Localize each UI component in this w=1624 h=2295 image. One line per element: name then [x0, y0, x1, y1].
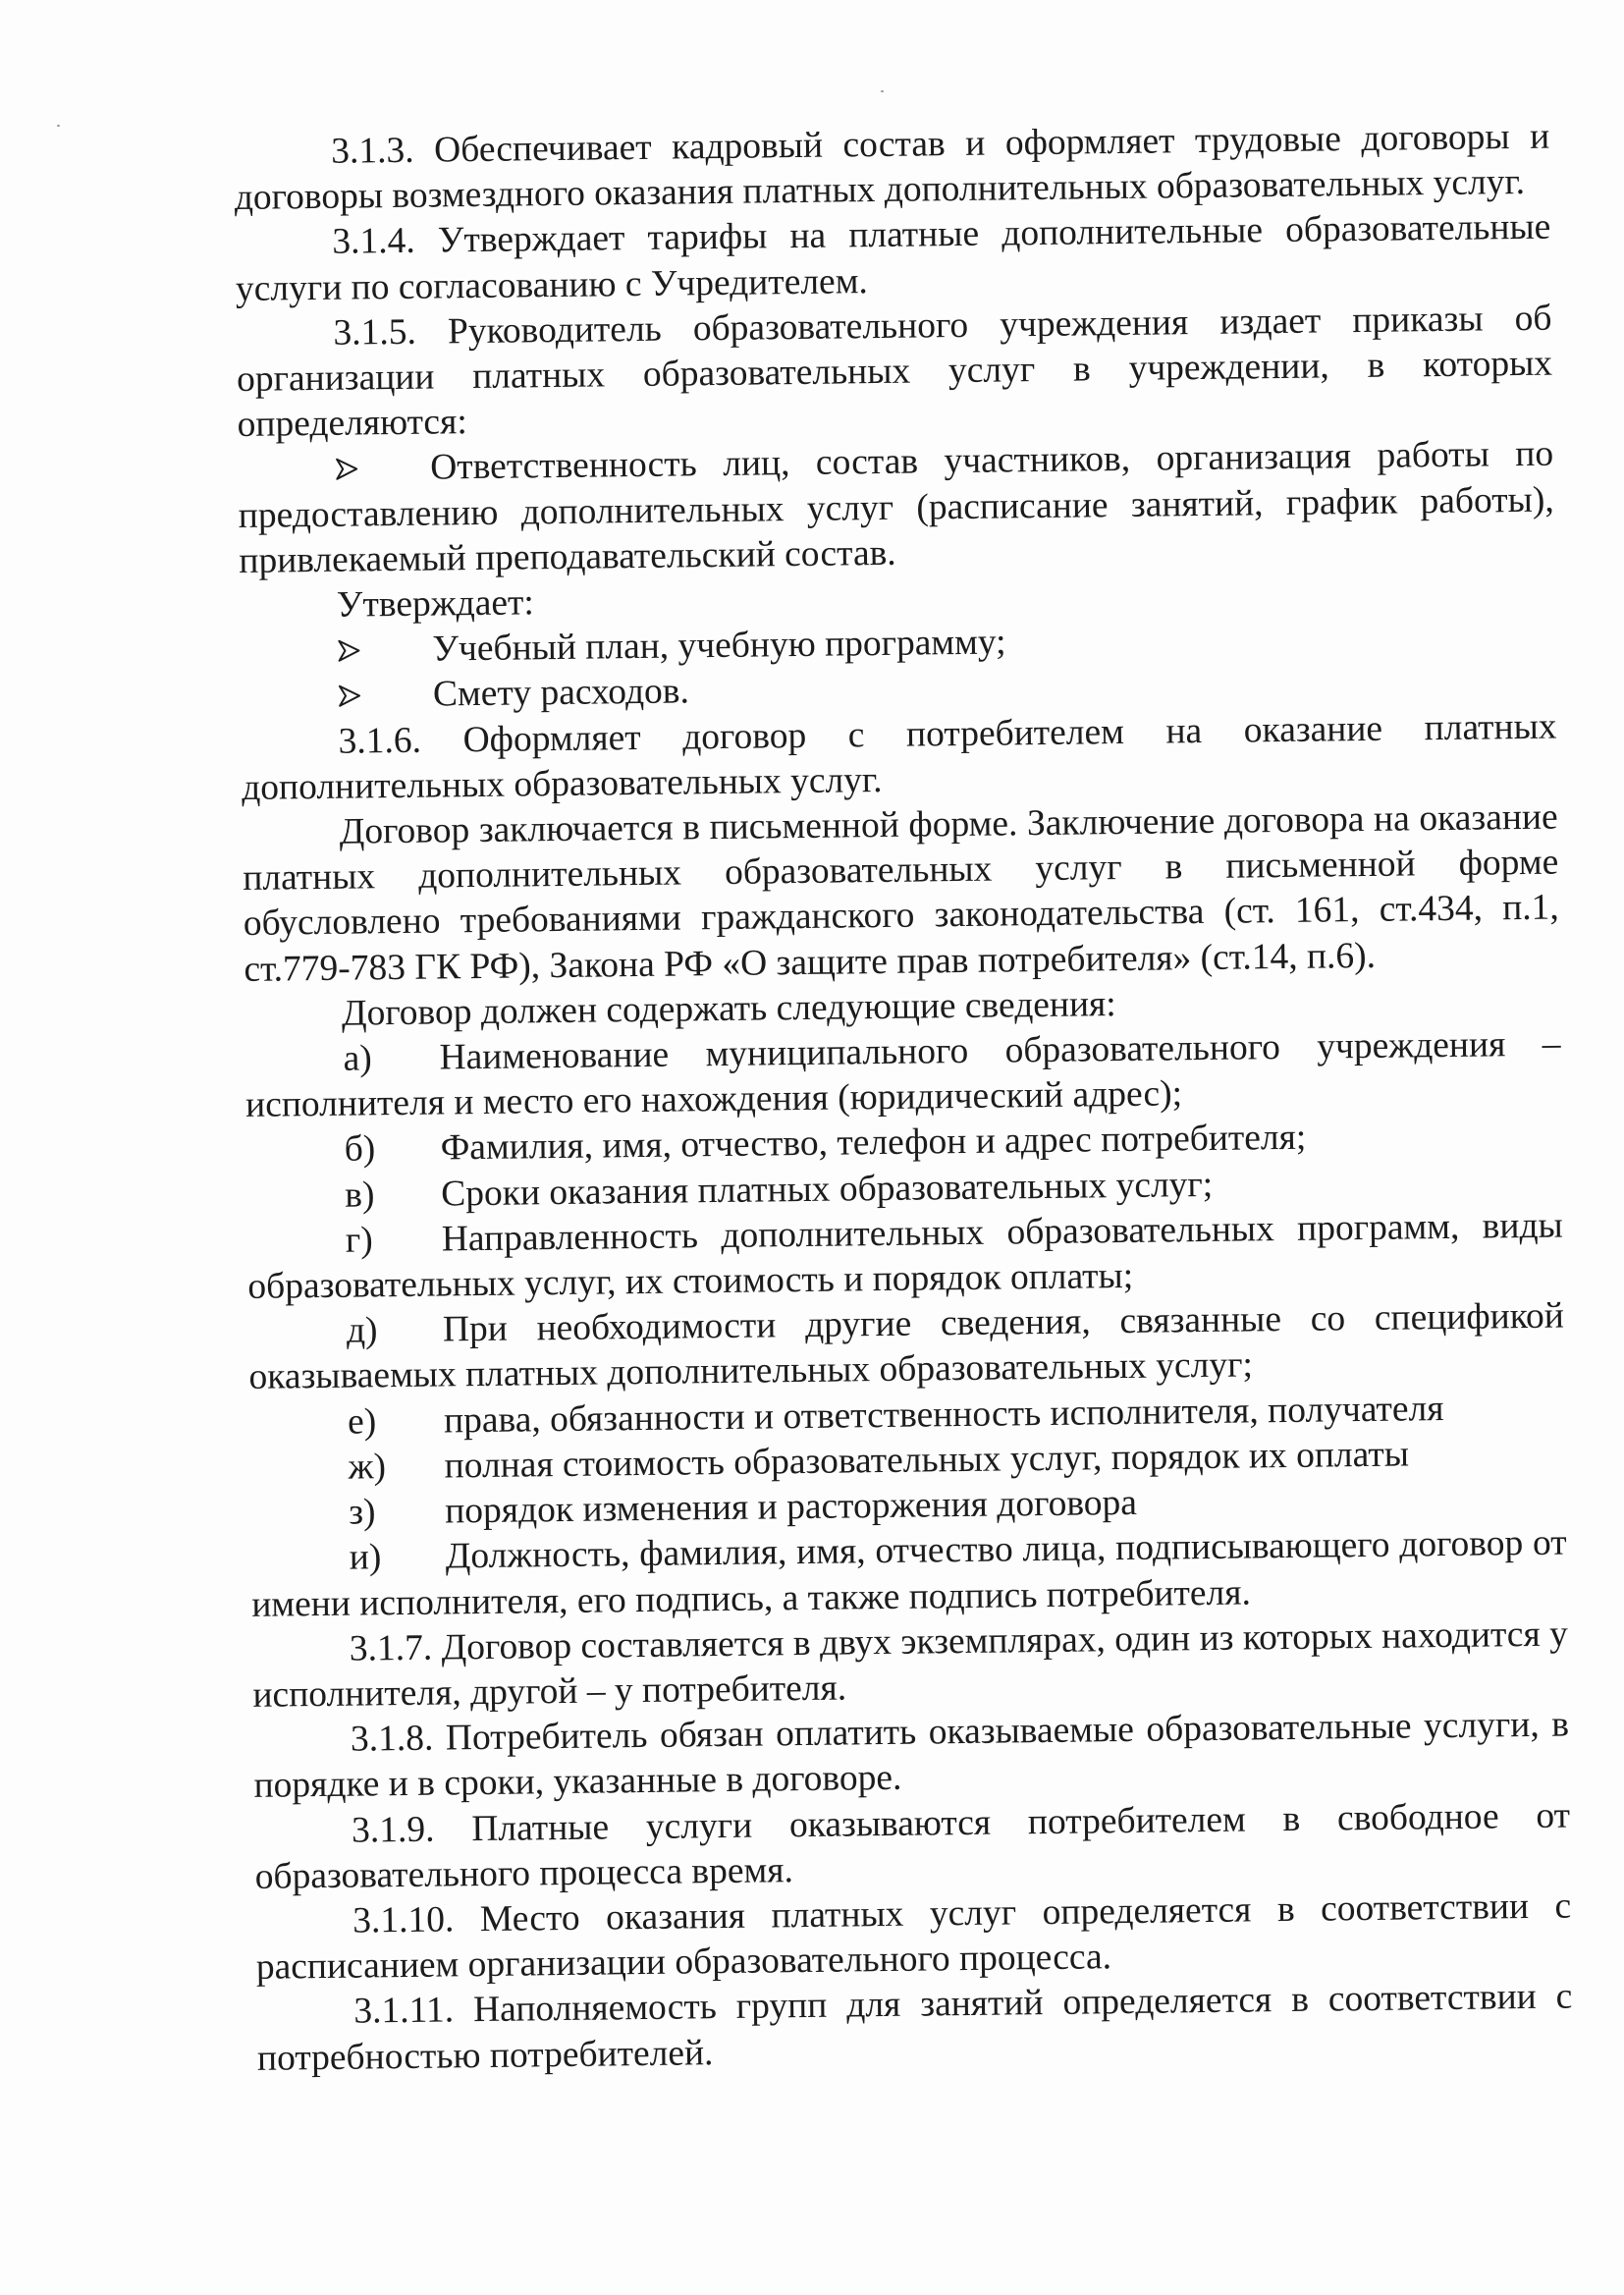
list-marker: е): [347, 1401, 377, 1443]
list-marker: д): [346, 1310, 378, 1351]
list-item-text: Сроки оказания платных образовательных услуг;: [440, 1164, 1214, 1215]
list-item-text: полная стоимость образовательных услуг, порядок их оплаты: [444, 1434, 1410, 1487]
paragraph: Договор заключается в письменной форме. Заключение договора на оказание платных дополнительных образовательных услуг в письменной форме обусловлено требованиями гражданского законодательства (ст. 161, ст.434, п.1, ст.779-783 ГК РФ), Закона РФ «О защите прав потребителя» (ст.14, п.6).: [243, 796, 1560, 990]
list-item: [248, 1294, 1565, 1401]
paragraph: 3.1.4. Утверждает тарифы на платные дополнительные образовательные услуги по согласованию с Учредителем.: [235, 207, 1551, 309]
paragraph: 3.1.10. Место оказания платных услуг определяется в соответствии с расписанием организации образовательного процесса.: [255, 1885, 1572, 1988]
list-item-text: права, обязанности и ответственность исполнителя, получателя: [443, 1388, 1444, 1442]
list-item: [244, 1022, 1561, 1129]
arrow-bullet-icon: [335, 458, 358, 481]
paragraph: 3.1.7. Договор составляется в двух экземплярах, один из которых находится у исполнителя, другой – у потребителя.: [252, 1613, 1569, 1716]
bullet-item: [238, 432, 1555, 584]
paragraph: 3.1.6. Оформляет договор с потребителем на оказание платных дополнительных образовательных услуг.: [241, 706, 1557, 808]
list-marker: ж): [348, 1447, 387, 1488]
list-item-text: Должность, фамилия, имя, отчество лица, подписывающего договор от имени исполнителя, его подпись, а также подпись потребителя.: [251, 1522, 1567, 1625]
bullet-text: Смету расходов.: [432, 671, 690, 715]
scan-speck: [881, 90, 884, 92]
list-marker: г): [345, 1220, 373, 1261]
list-item: [250, 1521, 1567, 1628]
list-item-text: Наименование муниципального образовательного учреждения – исполнителя и место его нахождения (юридический адрес);: [244, 1023, 1561, 1126]
paragraph: 3.1.3. Обеспечивает кадровый состав и оформляет трудовые договоры и договоры возмездного оказания платных дополнительных образовательных услуг.: [234, 116, 1550, 219]
paragraph: 3.1.9. Платные услуги оказываются потребителем в свободное от образовательного процесса время.: [254, 1795, 1571, 1897]
list-marker: з): [348, 1492, 376, 1533]
paragraph: 3.1.11. Наполняемость групп для занятий определяется в соответствии с потребностью потребителей.: [256, 1976, 1573, 2079]
list-marker: б): [344, 1128, 376, 1171]
list-item-text: При необходимости другие сведения, связанные со спецификой оказываемых платных дополнительных образовательных услуг;: [248, 1295, 1565, 1398]
paragraph: Утверждает:: [336, 582, 535, 626]
list-marker: а): [343, 1038, 372, 1079]
arrow-bullet-icon: [338, 684, 361, 708]
paragraph: 3.1.5. Руководитель образовательного учреждения издает приказы об организации платных образовательных услуг в учреждении, в которых определяются:: [236, 298, 1553, 446]
bullet-text: Учебный план, учебную программу;: [432, 622, 1006, 670]
list-marker: в): [344, 1175, 375, 1216]
arrow-bullet-icon: [337, 639, 360, 663]
document-body: [234, 115, 1573, 2082]
paragraph: 3.1.8. Потребитель обязан оплатить оказываемые образовательные услуги, в порядке и в сроки, указанные в договоре.: [253, 1704, 1570, 1807]
bullet-text: Ответственность лиц, состав участников, организация работы по предоставлению дополнительных услуг (расписание занятий, график работы), привлекаемый преподавательский состав.: [238, 434, 1554, 581]
list-marker: и): [349, 1537, 382, 1578]
list-item-text: Направленность дополнительных образовательных программ, виды образовательных услуг, их стоимость и порядок оплаты;: [247, 1205, 1563, 1307]
scan-speck: [57, 125, 60, 127]
list-item-text: Фамилия, имя, отчество, телефон и адрес потребителя;: [440, 1118, 1307, 1169]
list-item-text: порядок изменения и расторжения договора: [444, 1482, 1138, 1532]
paragraph: Договор должен содержать следующие сведения:: [341, 983, 1116, 1034]
list-item: [247, 1203, 1564, 1310]
